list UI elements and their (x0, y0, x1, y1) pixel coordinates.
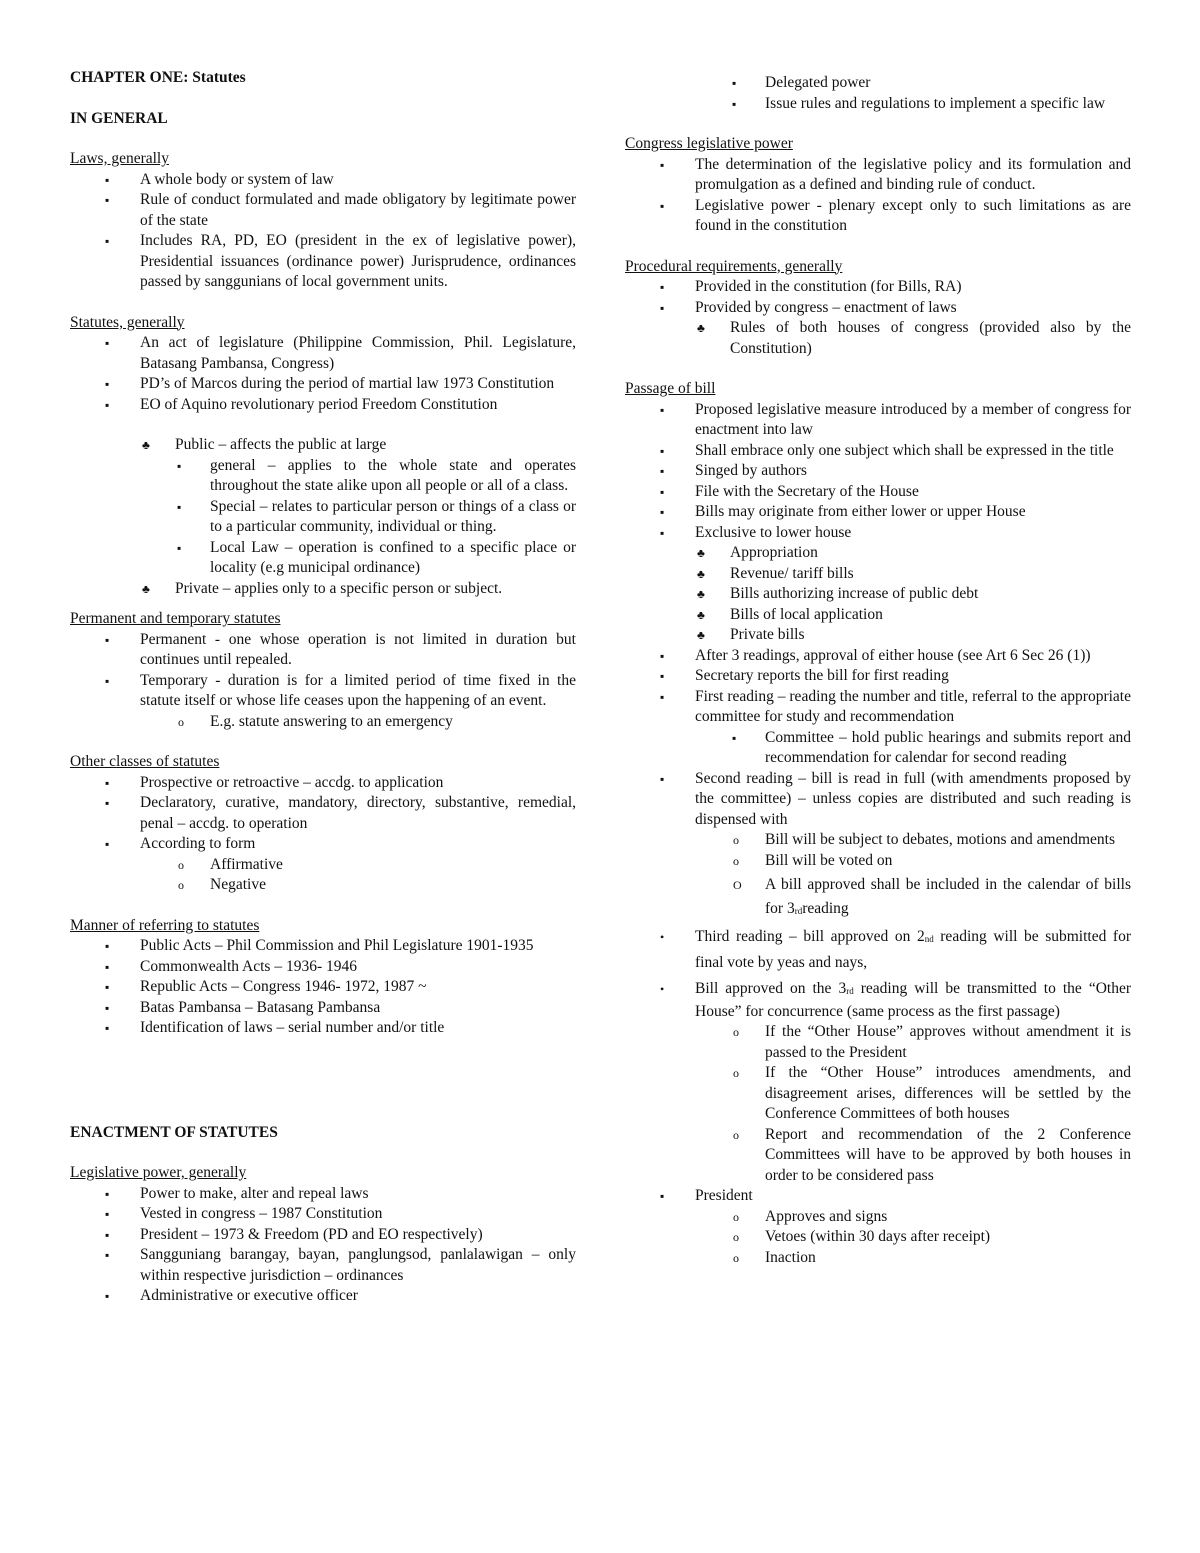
list-item: ▪ EO of Aquino revolutionary period Freedom Constitution (70, 395, 576, 416)
public-private-list (70, 435, 576, 599)
heading-congress-power: Congress legislative power (625, 135, 793, 152)
bullet-icon: ▪ (105, 775, 110, 790)
bullet-icon: ▪ (105, 1289, 110, 1303)
circle-bullet-icon: o (733, 1209, 739, 1224)
bullet-icon: ▪ (660, 157, 665, 172)
list-item: ▪ general – applies to the whole state and operates throughout the state alike upon all people or all of a class. (177, 456, 576, 494)
list-item: ▪ An act of legislature (Philippine Commission, Phil. Legislature, Batasang Pambansa, Congress) (105, 334, 576, 372)
bullet-icon: ▪ (105, 959, 110, 974)
bullet-icon: • (660, 982, 665, 996)
legislative-power-continued-list (625, 73, 1131, 114)
list-item: ▪ Commonwealth Acts – 1936- 1946 (70, 957, 576, 978)
list-item: ▪ Administrative or executive officer (70, 1286, 576, 1307)
bullet-icon: ▪ (105, 939, 110, 953)
list-item: ▪ Includes RA, PD, EO (president in the ex of legislative power), Presidential issuances (ordinance power) Jurisprudence, ordinances passed by sanggunians of local government units. (105, 232, 576, 290)
bullet-icon: ▪ (105, 796, 110, 810)
clover-bullet-icon: ♣ (697, 628, 705, 642)
list-item: o Negative (70, 875, 576, 896)
bullet-icon: ▪ (177, 540, 182, 555)
bullet-icon: ▪ (105, 1021, 110, 1035)
list-item: ♣ Revenue/ tariff bills (625, 564, 1131, 585)
list-item: ▪ Issue rules and regulations to implement a specific law (625, 94, 1131, 115)
list-item: O A bill approved shall be included in the calendar of bills for $3_{rd}reading$ (625, 873, 1131, 923)
bullet-icon: ▪ (105, 193, 110, 207)
passage-list (625, 400, 1131, 1269)
bullet-icon: ▪ (105, 1000, 110, 1015)
list-item: ▪ Legislative power - plenary except only to such limitations as are found in the constitution (660, 196, 1131, 234)
list-item: ▪ Permanent - one whose operation is not limited in duration but continues until repealed. (105, 630, 576, 668)
bullet-icon: ▪ (105, 397, 110, 412)
bullet-icon: ▪ (105, 172, 110, 187)
list-item: ▪ Delegated power (625, 73, 1131, 94)
circle-bullet-icon: o (733, 1066, 739, 1080)
heading-other-classes: Other classes of statutes (70, 753, 220, 770)
bullet-icon: ▪ (660, 280, 665, 294)
bullet-icon: ▪ (660, 464, 665, 478)
laws-generally-list (70, 170, 576, 293)
procedural-list (625, 277, 1131, 359)
list-item: ▪ Prospective or retroactive – accdg. to application (70, 773, 576, 794)
list-item: ▪ First reading – reading the number and title, referral to the appropriate committee for study and recommendation (660, 687, 1131, 725)
clover-bullet-icon: ♣ (697, 566, 705, 581)
bullet-icon: ▪ (177, 458, 182, 473)
list-item: ♣ Rules of both houses of congress (provided also by the Constitution) (697, 319, 1131, 357)
list-item: o If the “Other House” approves without amendment it is passed to the President (733, 1023, 1131, 1061)
list-item: ▪ President – 1973 & Freedom (PD and EO respectively) (70, 1225, 576, 1246)
list-item: ♣ Appropriation (625, 543, 1131, 564)
list-item: ▪ Shall embrace only one subject which shall be expressed in the title (625, 441, 1131, 462)
bullet-icon: ▪ (105, 980, 110, 994)
list-item: ▪ Identification of laws – serial number and/or title (70, 1018, 576, 1039)
circle-bullet-icon: o (733, 1127, 739, 1142)
heading-manner-referring: Manner of referring to statutes (70, 916, 260, 934)
list-item: ▪ President (625, 1186, 1131, 1207)
bullet-icon: ▪ (660, 484, 665, 499)
list-item: ▪ Public Acts – Phil Commission and Phil Legislature 1901-1935 (70, 936, 576, 957)
bullet-icon: ▪ (177, 499, 182, 514)
other-classes-list (70, 773, 576, 896)
heading-laws-generally: Laws, generally (70, 150, 169, 167)
list-item: ▪ Secretary reports the bill for first reading (625, 666, 1131, 687)
manner-referring-list (70, 936, 576, 1039)
list-item: ▪ The determination of the legislative policy and its formulation and promulgation as a defined and binding rule of conduct. (660, 155, 1131, 193)
list-item: ▪ Batas Pambansa – Batasang Pambansa (70, 998, 576, 1019)
heading-procedural: Procedural requirements, generally (625, 257, 843, 275)
circle-bullet-icon: o (733, 853, 739, 868)
chapter-title: CHAPTER ONE: Statutes (70, 69, 246, 86)
permanent-temporary-list (70, 630, 576, 733)
bullet-icon: ▪ (105, 1248, 110, 1262)
list-item: ▪ According to form (70, 834, 576, 855)
circle-bullet-icon: O (733, 878, 742, 892)
clover-bullet-icon: ♣ (142, 438, 150, 452)
bullet-icon: ▪ (660, 443, 665, 458)
bullet-icon: ▪ (660, 402, 665, 417)
bullet-icon: ▪ (660, 525, 665, 540)
list-item: • Third reading – bill approved on $2_{nd}$ reading will be submitted for final vote by yeas and nays, (625, 925, 1131, 975)
bullet-icon: ▪ (660, 648, 665, 663)
list-item: ▪ Provided in the constitution (for Bills, RA) (625, 277, 1131, 298)
bullet-icon: ▪ (660, 1189, 665, 1203)
congress-power-list (625, 155, 1131, 237)
clover-bullet-icon: ♣ (697, 321, 705, 335)
clover-bullet-icon: ♣ (697, 546, 705, 560)
list-item: ▪ Proposed legislative measure introduced by a member of congress for enactment into law (660, 400, 1131, 438)
bullet-icon: ▪ (660, 689, 665, 704)
list-item: o Inaction (625, 1248, 1131, 1269)
list-item: ▪ Local Law – operation is confined to a specific place or locality (e.g municipal ordinance) (177, 538, 576, 576)
bullet-icon: ▪ (732, 96, 737, 111)
heading-passage-of-bill: Passage of bill (625, 380, 716, 397)
bullet-icon: ▪ (660, 198, 665, 213)
list-item: • Bill approved on the $3_{rd}$ reading will be transmitted to the “Other House” for concurrence (same process as the first passage) (660, 980, 1131, 1020)
list-item: ▪ Committee – hold public hearings and submits report and recommendation for calendar for second reading (732, 728, 1131, 766)
list-item: o Bill will be voted on (625, 851, 1131, 872)
bullet-icon: ▪ (660, 771, 665, 786)
circle-bullet-icon: o (178, 714, 184, 729)
list-item: ▪ Rule of conduct formulated and made obligatory by legitimate power of the state (105, 191, 576, 229)
bullet-icon: ▪ (105, 234, 110, 248)
heading-permanent-temporary: Permanent and temporary statutes (70, 610, 281, 627)
heading-legislative-power: Legislative power, generally (70, 1164, 247, 1181)
list-item: ▪ Exclusive to lower house (625, 523, 1131, 544)
list-item: o Report and recommendation of the 2 Conference Committees will have to be approved by both houses in order to be considered pass (733, 1125, 1131, 1184)
list-item: ▪ Republic Acts – Congress 1946- 1972, 1987 ~ (70, 977, 576, 998)
list-item: ▪ Temporary - duration is for a limited period of time fixed in the statute itself or whose life ceases upon the happening of an event. (105, 671, 576, 709)
clover-bullet-icon: ♣ (697, 607, 705, 622)
bullet-icon: ▪ (105, 1227, 110, 1242)
bullet-icon: ▪ (660, 669, 665, 683)
list-item: o If the “Other House” introduces amendments, and disagreement arises, differences will be settled by the Conference Committees of both houses (733, 1064, 1131, 1122)
bullet-icon: ▪ (105, 1186, 110, 1201)
list-item: ▪ File with the Secretary of the House (625, 482, 1131, 503)
bullet-icon: ▪ (105, 632, 110, 647)
list-item: ▪ Vested in congress – 1987 Constitution (70, 1204, 576, 1225)
circle-bullet-icon: o (733, 833, 739, 847)
list-item: ♣ Private bills (625, 625, 1131, 646)
list-item: ▪ Singed by authors (625, 461, 1131, 482)
clover-bullet-icon: ♣ (142, 581, 150, 596)
heading-statutes-generally: Statutes, generally (70, 313, 185, 331)
list-item: ▪ Bills may originate from either lower or upper House (625, 502, 1131, 523)
list-item: ▪ PD’s of Marcos during the period of martial law 1973 Constitution (70, 374, 576, 395)
list-item: ♣ Private – applies only to a specific person or subject. (70, 579, 576, 600)
list-item: ▪ A whole body or system of law (70, 170, 576, 191)
list-item: ▪ Power to make, alter and repeal laws (70, 1184, 576, 1205)
bullet-icon: ▪ (732, 76, 737, 90)
list-item: ▪ After 3 readings, approval of either house (see Art 6 Sec 26 (1)) (625, 646, 1131, 667)
legislative-power-list (70, 1184, 576, 1307)
list-item: o Bill will be subject to debates, motions and amendments (625, 830, 1131, 851)
section-enactment: ENACTMENT OF STATUTES (70, 1123, 278, 1141)
bullet-icon: ▪ (105, 377, 110, 391)
circle-bullet-icon: o (733, 1250, 739, 1265)
list-item: o Approves and signs (625, 1207, 1131, 1228)
bullet-icon: ▪ (105, 837, 110, 851)
bullet-icon: • (660, 930, 665, 944)
circle-bullet-icon: o (733, 1025, 739, 1039)
list-item: ▪ Sangguniang barangay, bayan, panglungsod, panlalawigan – only within respective jurisdiction – ordinances (105, 1246, 576, 1284)
bullet-icon: ▪ (105, 1207, 110, 1221)
circle-bullet-icon: o (178, 878, 184, 892)
left-column (70, 68, 576, 1307)
list-item: ▪ Special – relates to particular person or things of a class or to a particular community, individual or thing. (177, 497, 576, 535)
list-item: ▪ Second reading – bill is read in full (with amendments proposed by the committee) – unless copies are distributed and such reading is dispensed with (660, 769, 1131, 828)
statutes-generally-list (70, 333, 576, 415)
circle-bullet-icon: o (733, 1230, 739, 1244)
list-item: ♣ Bills authorizing increase of public debt (625, 584, 1131, 605)
list-item: o Vetoes (within 30 days after receipt) (625, 1227, 1131, 1248)
bullet-icon: ▪ (660, 505, 665, 519)
list-item: ♣ Public – affects the public at large (70, 435, 576, 456)
list-item: o Affirmative (70, 855, 576, 876)
bullet-icon: ▪ (660, 300, 665, 315)
bullet-icon: ▪ (105, 673, 110, 688)
clover-bullet-icon: ♣ (697, 587, 705, 601)
list-item: ▪ Declaratory, curative, mandatory, directory, substantive, remedial, penal – accdg. to operation (105, 794, 576, 832)
list-item: ▪ Provided by congress – enactment of laws (625, 298, 1131, 319)
section-in-general: IN GENERAL (70, 109, 168, 127)
bullet-icon: ▪ (732, 730, 737, 745)
list-item: o E.g. statute answering to an emergency (70, 712, 576, 733)
bullet-icon: ▪ (105, 336, 110, 350)
right-column (625, 73, 1131, 1268)
list-item: ♣ Bills of local application (625, 605, 1131, 626)
circle-bullet-icon: o (178, 857, 184, 872)
